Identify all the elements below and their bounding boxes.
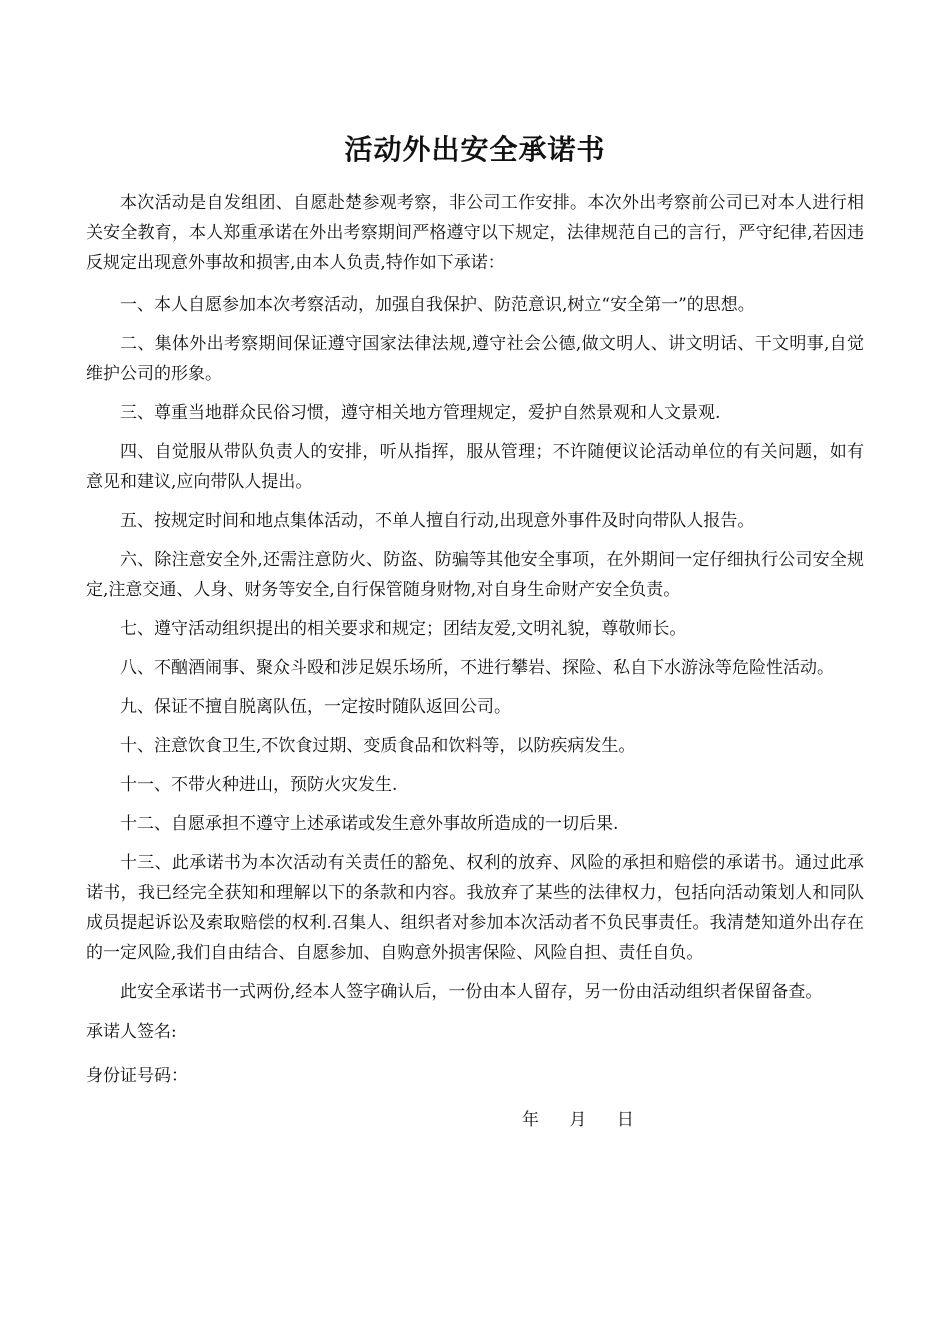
date-month-label: 月 <box>569 1110 587 1130</box>
clause-7: 七、遵守活动组织提出的相关要求和规定；团结友爱,文明礼貌，尊敬师长。 <box>120 619 687 639</box>
clause-4: 四、自觉服从带队负责人的安排，听从指挥，服从管理；不许随便议论活动单位的有关问题，如有意见和建议,应向带队人提出。 <box>86 442 864 492</box>
document-title: 活动外出安全承诺书 <box>344 133 606 166</box>
clause-9: 九、保证不擅自脱离队伍，一定按时随队返回公司。 <box>120 697 511 717</box>
date-day-label: 日 <box>616 1110 634 1130</box>
id-number-label: 身份证号码： <box>86 1066 188 1086</box>
clause-11: 十一、不带火种进山，预防火灾发生. <box>120 775 398 795</box>
clause-8: 八、不酗酒闹事、聚众斗殴和涉足娱乐场所，不进行攀岩、探险、私自下水游泳等危险性活动。 <box>120 658 834 678</box>
clause-13: 十三、此承诺书为本次活动有关责任的豁免、权利的放弃、风险的承担和赔偿的承诺书。通过此承诺书，我已经完全获知和理解以下的条款和内容。我放弃了某些的法律权力，包括向活动策划人和同队成员提起诉讼及索取赔偿的权利.召集人、组织者对参加本次活动者不负民事责任。我清楚知道外出存在的一定风险,我们自由结合、自愿参加、自购意外损害保险、风险自担、责任自负。 <box>86 853 864 963</box>
signature-label: 承诺人签名: <box>86 1022 177 1042</box>
clause-5: 五、按规定时间和地点集体活动，不单人擅自行动,出现意外事件及时向带队人报告。 <box>120 511 755 531</box>
document <box>86 130 864 1135</box>
closing-paragraph: 此安全承诺书一式两份,经本人签字确认后，一份由本人留存，另一份由活动组织者保留备查。 <box>120 982 823 1002</box>
clause-1: 一、本人自愿参加本次考察活动，加强自我保护、防范意识,树立“安全第一”的思想。 <box>120 295 755 315</box>
clause-3: 三、尊重当地群众民俗习惯，遵守相关地方管理规定，爱护自然景观和人文景观. <box>120 403 721 423</box>
clause-2: 二、集体外出考察期间保证遵守国家法律法规,遵守社会公德,做文明人、讲文明话、干文明事,自觉维护公司的形象。 <box>86 334 864 384</box>
intro-paragraph: 本次活动是自发组团、自愿赴楚参观考察，非公司工作安排。本次外出考察前公司已对本人进行相关安全教育，本人郑重承诺在外出考察期间严格遵守以下规定，法律规范自己的言行，严守纪律,若因违反规定出现意外事故和损害,由本人负责,特作如下承诺： <box>86 193 864 273</box>
clause-10: 十、注意饮食卫生,不饮食过期、变质食品和饮料等，以防疾病发生。 <box>120 736 636 756</box>
date-year-label: 年 <box>522 1110 539 1130</box>
date-line <box>86 1105 864 1135</box>
clause-12: 十二、自愿承担不遵守上述承诺或发生意外事故所造成的一切后果. <box>120 814 619 834</box>
clause-6: 六、除注意安全外,还需注意防火、防盗、防骗等其他安全事项，在外期间一定仔细执行公司安全规定,注意交通、人身、财务等安全,自行保管随身财物,对自身生命财产安全负责。 <box>86 550 864 600</box>
